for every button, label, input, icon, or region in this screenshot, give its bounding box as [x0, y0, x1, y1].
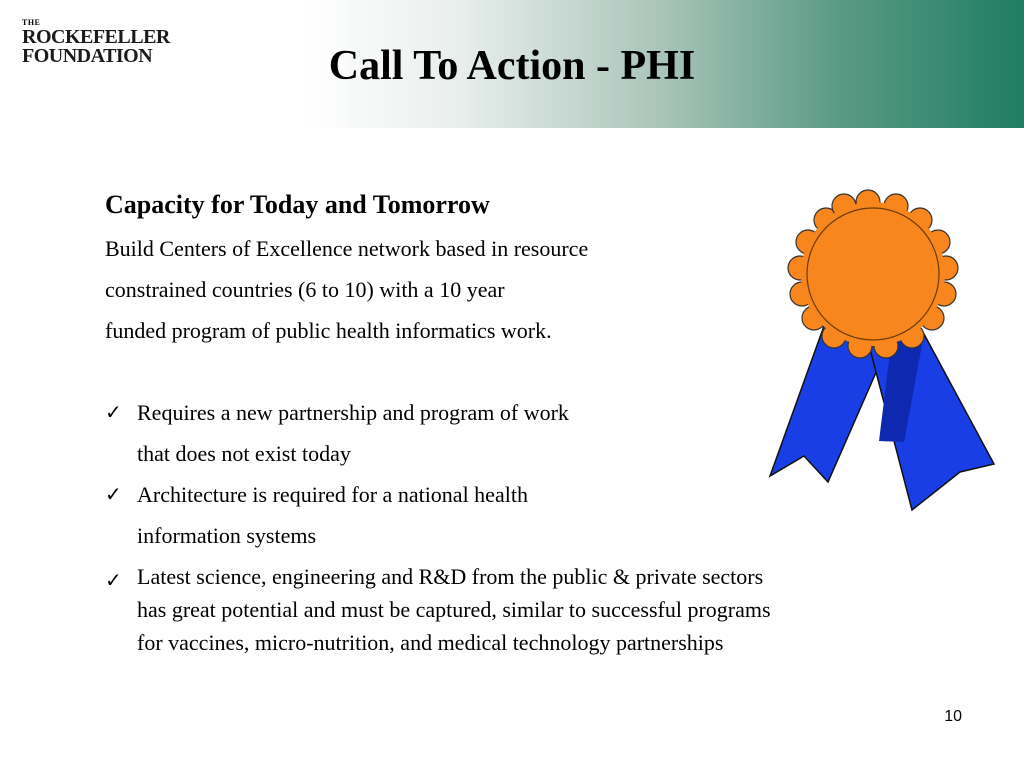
paragraph-line: funded program of public health informatics work. — [105, 318, 552, 343]
logo-line1: ROCKEFELLER — [22, 26, 170, 48]
bullet-line: has great potential and must be captured, similar to successful programs — [137, 597, 771, 622]
page-number: 10 — [944, 708, 962, 725]
slide-title: Call To Action - PHI — [328, 43, 696, 89]
logo-line2: FOUNDATION — [22, 45, 153, 67]
medal-inner-ring — [807, 208, 939, 340]
bullet-line: Latest science, engineering and R&D from the public & private sectors — [137, 564, 764, 589]
bullet-item — [105, 560, 985, 659]
slide-header — [0, 0, 1024, 128]
bullet-line: Architecture is required for a national health — [137, 482, 528, 507]
checkmark-icon: ✓ — [105, 568, 122, 592]
bullet-line: Requires a new partnership and program of work — [137, 400, 569, 425]
award-ribbon-icon — [764, 186, 1000, 516]
bullet-line: for vaccines, micro-nutrition, and medical technology partnerships — [137, 630, 724, 655]
paragraph-line: constrained countries (6 to 10) with a 10 year — [105, 277, 505, 302]
logo-the: THE — [22, 18, 41, 27]
checkmark-icon: ✓ — [105, 400, 122, 424]
checkmark-icon: ✓ — [105, 482, 122, 506]
bullet-line: information systems — [137, 523, 317, 548]
paragraph-line: Build Centers of Excellence network based in resource — [105, 236, 589, 261]
section-heading: Capacity for Today and Tomorrow — [105, 190, 490, 219]
bullet-line: that does not exist today — [137, 441, 351, 466]
